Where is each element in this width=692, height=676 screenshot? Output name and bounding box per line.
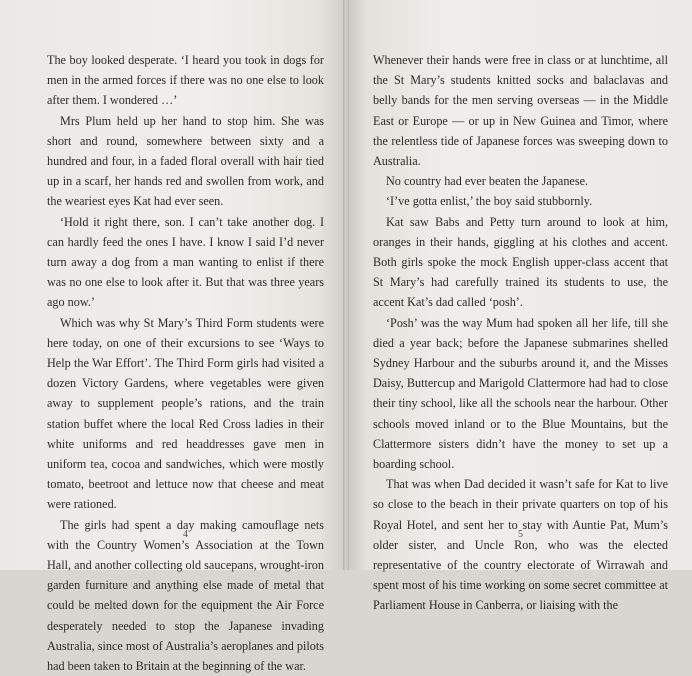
left-paragraph-3: ‘Hold it right there, son. I can’t take another dog. I can hardly feed the ones I have. I know I said I’d never turn away a dog from a man wanting to enlist if there was no one else to look after it. But that was three years ago now.’ — [47, 214, 324, 310]
right-paragraph-4: Kat saw Babs and Petty turn around to look at him, oranges in their hands, giggling at his clothes and accent. Both girls spoke the mock English upper-class accent that St Mary’s had carefully trained its students to use, the accent Kat’s dad called ‘posh’. — [373, 214, 668, 310]
right-paragraph-2: No country had ever beaten the Japanese. — [386, 174, 589, 189]
left-paragraph-1: The boy looked desperate. ‘I heard you took in dogs for men in the armed forces if there was no one else to look after them. I wondered …’ — [47, 53, 324, 108]
left-paragraph-2: Mrs Plum held up her hand to stop him. She was short and round, somewhere between sixty and a hundred and four, in a faded floral overall with hair tied up in a scarf, her hands red and swollen from work, and the weariest eyes Kat had ever seen. — [47, 113, 324, 209]
left-paragraph-4: Which was why St Mary’s Third Form students were here today, on one of their excursions to see ‘Ways to Help the War Effort’. The Third Form girls had visited a dozen Victory Gardens, where vegetables were given away to supplement people’s rations, and the train station buffet where the local Red Cross ladies in their white uniforms and red headdresses gave men in uniform tea, cocoa and sandwiches, which were mostly tomato, beetroot and lettuce now that cheese and meat were rationed. — [47, 315, 324, 512]
left-page — [0, 0, 346, 674]
right-page — [346, 0, 692, 613]
right-paragraph-3: ‘I’ve gotta enlist,’ the boy said stubbornly. — [386, 194, 593, 209]
left-page-number: 4 — [183, 529, 188, 540]
right-paragraph-1: Whenever their hands were free in class or at lunchtime, all the St Mary’s students knitted socks and balaclavas and belly bands for the men serving overseas — in the Middle East or Europe — or up in New Guinea and Timor, where the relentless tide of Japanese forces was sweeping down to Australia. — [373, 53, 668, 169]
right-paragraph-6: That was when Dad decided it wasn’t safe for Kat to live so close to the beach in their private quarters on top of his Royal Hotel, and sent her to stay with Auntie Pat, Mum’s older sister, and Uncle Ron, who was the elected representative of the country electorate of Wirrawah and spent most of his time working on some secret committee at Parliament House in Canberra, or liaising with the — [373, 477, 668, 613]
left-paragraph-5: The girls had spent a day making camouflage nets with the Country Women’s Association at the Town Hall, and another collecting old saucepans, wrought-iron garden furniture and anything else made of metal that could be melted down for the equipment the Air Force desperately needed to stop the Japanese invading Australia, since most of Australia’s aeroplanes and pilots had been taken to Britain at the beginning of the war. — [47, 517, 324, 674]
right-paragraph-5: ‘Posh’ was the way Mum had spoken all her life, till she died a year back; before the Japanese submarines shelled Sydney Harbour and the suburbs around it, and the Misses Daisy, Buttercup and Marigold Clattermore had had to close their tiny school, like all the schools near the harbour. Other schools moved inland or to the Blue Mountains, but the Clattermore sisters didn’t have the money to set up a boarding school. — [373, 315, 668, 472]
right-page-number: 5 — [518, 529, 523, 540]
book-gutter — [343, 0, 349, 570]
